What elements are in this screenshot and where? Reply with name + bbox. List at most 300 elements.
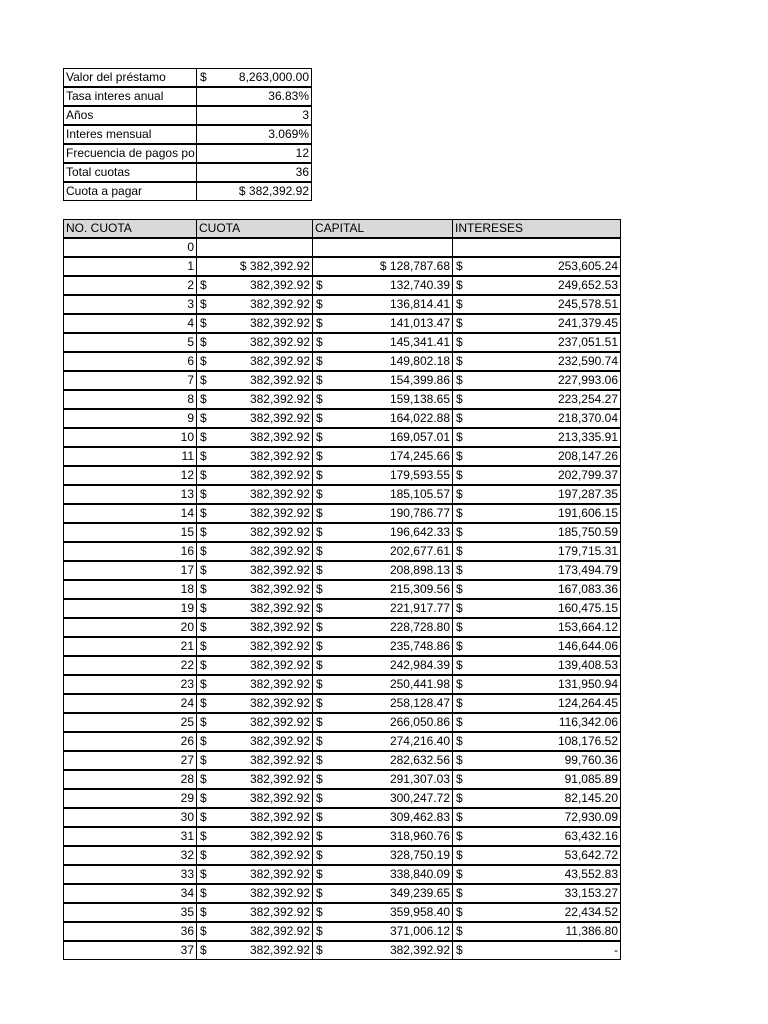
intereses-cell[interactable] xyxy=(452,542,621,561)
amount-value: 382,392.92 xyxy=(249,791,310,805)
currency-symbol: $ xyxy=(200,373,207,387)
row-number-cell[interactable]: 23 xyxy=(63,675,197,694)
amount-value: 196,642.33 xyxy=(389,525,450,539)
intereses-cell[interactable] xyxy=(452,447,621,466)
capital-cell[interactable] xyxy=(312,314,453,333)
amount-value: 382,392.92 xyxy=(249,297,310,311)
summary-value: 36.83% xyxy=(268,89,309,103)
currency-symbol: $ xyxy=(456,506,463,520)
summary-value-cell[interactable] xyxy=(196,125,312,144)
capital-cell[interactable] xyxy=(312,371,453,390)
cuota-cell[interactable] xyxy=(196,713,313,732)
amount-value: 382,392.92 xyxy=(249,677,310,691)
intereses-cell[interactable] xyxy=(452,428,621,447)
intereses-cell[interactable] xyxy=(452,827,621,846)
amount-value: 382,392.92 xyxy=(249,468,310,482)
capital-cell[interactable] xyxy=(312,789,453,808)
capital-cell[interactable] xyxy=(312,675,453,694)
row-number-cell[interactable]: 13 xyxy=(63,485,197,504)
capital-cell[interactable] xyxy=(312,409,453,428)
currency-symbol: $ xyxy=(200,544,207,558)
intereses-cell[interactable] xyxy=(452,257,621,276)
row-number-cell[interactable]: 28 xyxy=(63,770,197,789)
currency-symbol: $ xyxy=(456,316,463,330)
capital-cell[interactable] xyxy=(312,276,453,295)
amount-value: 291,307.03 xyxy=(389,772,450,786)
amount-value: 382,392.92 xyxy=(249,430,310,444)
currency-symbol: $ xyxy=(200,886,207,900)
currency-symbol: $ xyxy=(456,620,463,634)
amount-value: 382,392.92 xyxy=(249,354,310,368)
cuota-cell[interactable] xyxy=(196,751,313,770)
row-number-cell[interactable]: 20 xyxy=(63,618,197,637)
intereses-cell[interactable] xyxy=(452,637,621,656)
currency-symbol: $ xyxy=(316,544,323,558)
intereses-cell[interactable] xyxy=(452,846,621,865)
currency-symbol: $ xyxy=(200,411,207,425)
currency-symbol: $ xyxy=(200,278,207,292)
row-number-cell[interactable]: 15 xyxy=(63,523,197,542)
intereses-cell[interactable] xyxy=(452,371,621,390)
row-number-cell[interactable]: 24 xyxy=(63,694,197,713)
currency-symbol: $ xyxy=(456,696,463,710)
row-number-cell[interactable]: 10 xyxy=(63,428,197,447)
row-number-cell[interactable]: 17 xyxy=(63,561,197,580)
capital-cell[interactable] xyxy=(312,808,453,827)
summary-label-cell[interactable]: Interes mensual xyxy=(63,125,197,144)
summary-label-cell[interactable]: Frecuencia de pagos po xyxy=(63,144,197,163)
currency-symbol: $ xyxy=(200,316,207,330)
cuota-cell[interactable] xyxy=(196,447,313,466)
intereses-cell[interactable] xyxy=(452,466,621,485)
currency-symbol: $ xyxy=(316,601,323,615)
intereses-cell[interactable] xyxy=(452,314,621,333)
amount-value: 190,786.77 xyxy=(389,506,450,520)
currency-symbol: $ xyxy=(316,468,323,482)
row-number-cell[interactable]: 21 xyxy=(63,637,197,656)
capital-cell[interactable] xyxy=(312,827,453,846)
currency-symbol: $ xyxy=(316,297,323,311)
amount-value: 173,494.79 xyxy=(557,563,618,577)
amount-value: 382,392.92 xyxy=(249,563,310,577)
intereses-cell[interactable] xyxy=(452,580,621,599)
amount-value: 382,392.92 xyxy=(249,715,310,729)
amount-value: 382,392.92 xyxy=(249,829,310,843)
amount-value: 208,147.26 xyxy=(557,449,618,463)
amount-value: 132,740.39 xyxy=(389,278,450,292)
cuota-cell[interactable] xyxy=(196,884,313,903)
intereses-cell[interactable] xyxy=(452,808,621,827)
amount-value: 382,392.92 xyxy=(249,373,310,387)
cuota-cell[interactable] xyxy=(196,352,313,371)
row-number-cell[interactable]: 36 xyxy=(63,922,197,941)
intereses-cell[interactable] xyxy=(452,523,621,542)
capital-cell[interactable] xyxy=(312,751,453,770)
capital-cell[interactable] xyxy=(312,390,453,409)
intereses-cell[interactable] xyxy=(452,675,621,694)
currency-symbol: $ xyxy=(316,430,323,444)
capital-cell[interactable] xyxy=(312,656,453,675)
currency-symbol: $ xyxy=(316,886,323,900)
amount-value: 146,644.06 xyxy=(557,639,618,653)
currency-symbol: $ xyxy=(456,734,463,748)
currency-symbol: $ xyxy=(200,563,207,577)
amount-value: 382,392.92 xyxy=(249,487,310,501)
intereses-cell[interactable] xyxy=(452,713,621,732)
currency-symbol: $ xyxy=(316,411,323,425)
row-number-cell[interactable]: 33 xyxy=(63,865,197,884)
capital-cell[interactable] xyxy=(312,732,453,751)
intereses-cell[interactable] xyxy=(452,751,621,770)
amount-value: 382,392.92 xyxy=(249,639,310,653)
summary-value-cell[interactable] xyxy=(196,106,312,125)
amount-value: 185,750.59 xyxy=(557,525,618,539)
currency-symbol: $ xyxy=(316,525,323,539)
currency-symbol: $ xyxy=(200,943,207,957)
capital-cell[interactable] xyxy=(312,580,453,599)
capital-cell[interactable] xyxy=(312,599,453,618)
capital-cell[interactable] xyxy=(312,485,453,504)
intereses-cell[interactable] xyxy=(452,789,621,808)
currency-symbol: $ xyxy=(200,791,207,805)
currency-symbol: $ xyxy=(316,696,323,710)
cuota-cell[interactable] xyxy=(196,675,313,694)
amount-value: 382,392.92 xyxy=(249,810,310,824)
currency-symbol: $ xyxy=(200,753,207,767)
capital-cell[interactable] xyxy=(312,922,453,941)
row-number-cell[interactable]: 8 xyxy=(63,390,197,409)
amount-value: 215,309.56 xyxy=(389,582,450,596)
summary-value-cell[interactable] xyxy=(196,182,312,201)
cuota-cell[interactable] xyxy=(196,808,313,827)
amount-value: 149,802.18 xyxy=(389,354,450,368)
amount-value: 43,552.83 xyxy=(564,867,618,881)
amount-value: 382,392.92 xyxy=(249,924,310,938)
currency-symbol: $ xyxy=(456,639,463,653)
capital-cell[interactable] xyxy=(312,257,453,276)
summary-label-cell[interactable]: Tasa interes anual xyxy=(63,87,197,106)
currency-symbol: $ xyxy=(456,297,463,311)
amount-value: 382,392.92 xyxy=(249,316,310,330)
currency-symbol: $ xyxy=(316,335,323,349)
capital-cell[interactable] xyxy=(312,846,453,865)
intereses-cell[interactable] xyxy=(452,656,621,675)
summary-value-cell[interactable] xyxy=(196,144,312,163)
currency-symbol: $ xyxy=(316,715,323,729)
currency-symbol: $ xyxy=(200,772,207,786)
currency-symbol: $ xyxy=(316,943,323,957)
row-number-cell[interactable]: 11 xyxy=(63,447,197,466)
currency-symbol: $ xyxy=(456,924,463,938)
currency-symbol: $ xyxy=(456,867,463,881)
row-number-cell[interactable]: 30 xyxy=(63,808,197,827)
currency-symbol: $ xyxy=(456,354,463,368)
row-number-cell[interactable]: 26 xyxy=(63,732,197,751)
intereses-cell[interactable] xyxy=(452,922,621,941)
currency-symbol: $ xyxy=(200,487,207,501)
cuota-cell[interactable] xyxy=(196,637,313,656)
cuota-cell[interactable] xyxy=(196,865,313,884)
row-number-cell[interactable]: 1 xyxy=(63,257,197,276)
header-capital: CAPITAL xyxy=(312,219,453,238)
cuota-cell[interactable] xyxy=(196,561,313,580)
amount-value: 382,392.92 xyxy=(249,696,310,710)
cuota-cell[interactable] xyxy=(196,599,313,618)
row-number-cell[interactable]: 35 xyxy=(63,903,197,922)
capital-cell[interactable] xyxy=(312,352,453,371)
cuota-cell[interactable] xyxy=(196,846,313,865)
amount-value: 185,105.57 xyxy=(389,487,450,501)
currency-symbol: $ xyxy=(316,373,323,387)
row-number-cell[interactable]: 27 xyxy=(63,751,197,770)
amount-value: 253,605.24 xyxy=(557,259,618,273)
amount-value: - xyxy=(614,943,618,957)
row-number-cell[interactable]: 12 xyxy=(63,466,197,485)
cuota-cell[interactable] xyxy=(196,789,313,808)
currency-symbol: $ xyxy=(456,487,463,501)
cuota-cell[interactable] xyxy=(196,827,313,846)
capital-cell[interactable] xyxy=(312,447,453,466)
row-number-cell[interactable]: 3 xyxy=(63,295,197,314)
capital-cell[interactable] xyxy=(312,941,453,960)
currency-symbol: $ xyxy=(456,449,463,463)
cuota-cell[interactable] xyxy=(196,295,313,314)
row-number-cell[interactable]: 4 xyxy=(63,314,197,333)
capital-cell[interactable] xyxy=(312,333,453,352)
cuota-cell[interactable] xyxy=(196,409,313,428)
amount-value: 382,392.92 xyxy=(249,867,310,881)
amount-value: 382,392.92 xyxy=(249,848,310,862)
amount-value: 22,434.52 xyxy=(564,905,618,919)
currency-symbol: $ xyxy=(456,430,463,444)
amount-value: 167,083.36 xyxy=(557,582,618,596)
intereses-cell[interactable] xyxy=(452,333,621,352)
capital-cell[interactable] xyxy=(312,770,453,789)
currency-symbol: $ xyxy=(456,829,463,843)
row-number-cell[interactable]: 25 xyxy=(63,713,197,732)
amount-value: 338,840.09 xyxy=(389,867,450,881)
amount-value: 232,590.74 xyxy=(557,354,618,368)
cuota-cell[interactable] xyxy=(196,314,313,333)
amount-value: 136,814.41 xyxy=(389,297,450,311)
currency-symbol: $ xyxy=(456,335,463,349)
currency-symbol: $ xyxy=(200,620,207,634)
summary-value-cell[interactable] xyxy=(196,87,312,106)
intereses-cell[interactable] xyxy=(452,732,621,751)
row-number-cell[interactable]: 2 xyxy=(63,276,197,295)
row-number-cell[interactable]: 14 xyxy=(63,504,197,523)
intereses-cell[interactable] xyxy=(452,276,621,295)
cuota-cell[interactable] xyxy=(196,276,313,295)
intereses-cell[interactable] xyxy=(452,903,621,922)
currency-symbol: $ xyxy=(456,791,463,805)
intereses-cell[interactable] xyxy=(452,390,621,409)
currency-symbol: $ xyxy=(316,658,323,672)
intereses-cell[interactable] xyxy=(452,504,621,523)
capital-cell[interactable] xyxy=(312,713,453,732)
row-number-cell[interactable]: 19 xyxy=(63,599,197,618)
intereses-cell[interactable] xyxy=(452,295,621,314)
amount-value: 266,050.86 xyxy=(389,715,450,729)
intereses-cell[interactable] xyxy=(452,865,621,884)
cuota-cell[interactable] xyxy=(196,390,313,409)
currency-symbol: $ xyxy=(456,905,463,919)
cuota-cell[interactable] xyxy=(196,466,313,485)
amount-value: 382,392.92 xyxy=(249,905,310,919)
cuota-cell[interactable] xyxy=(196,333,313,352)
amount-value: 145,341.41 xyxy=(389,335,450,349)
intereses-cell[interactable] xyxy=(452,599,621,618)
row-number-cell[interactable]: 7 xyxy=(63,371,197,390)
cuota-cell[interactable] xyxy=(196,504,313,523)
capital-cell[interactable] xyxy=(312,504,453,523)
currency-symbol: $ xyxy=(200,715,207,729)
capital-cell[interactable] xyxy=(312,561,453,580)
row-number-cell[interactable]: 5 xyxy=(63,333,197,352)
cuota-cell[interactable] xyxy=(196,371,313,390)
cuota-cell[interactable] xyxy=(196,257,313,276)
row-number-cell[interactable]: 18 xyxy=(63,580,197,599)
capital-cell[interactable] xyxy=(312,903,453,922)
cuota-cell[interactable] xyxy=(196,941,313,960)
row-number-cell[interactable]: 37 xyxy=(63,941,197,960)
amount-value: 208,898.13 xyxy=(389,563,450,577)
row-number-cell[interactable]: 34 xyxy=(63,884,197,903)
row-number-cell[interactable]: 31 xyxy=(63,827,197,846)
cuota-cell[interactable] xyxy=(196,523,313,542)
capital-cell[interactable] xyxy=(312,428,453,447)
cuota-cell[interactable] xyxy=(196,580,313,599)
summary-label-cell[interactable]: Cuota a pagar xyxy=(63,182,197,201)
currency-symbol: $ xyxy=(456,563,463,577)
amount-value: 382,392.92 xyxy=(389,943,450,957)
cuota-cell[interactable] xyxy=(196,694,313,713)
currency-symbol: $ xyxy=(316,848,323,862)
capital-cell[interactable] xyxy=(312,865,453,884)
summary-label-cell[interactable]: Valor del préstamo xyxy=(63,68,197,87)
currency-symbol: $ xyxy=(456,373,463,387)
currency-symbol: $ xyxy=(200,905,207,919)
capital-cell[interactable] xyxy=(312,523,453,542)
capital-cell[interactable] xyxy=(312,618,453,637)
intereses-cell[interactable] xyxy=(452,409,621,428)
currency-symbol: $ xyxy=(456,848,463,862)
amount-value: 72,930.09 xyxy=(564,810,618,824)
capital-cell[interactable] xyxy=(312,542,453,561)
intereses-cell[interactable] xyxy=(452,884,621,903)
amount-value: 382,392.92 xyxy=(249,506,310,520)
amount-value: 258,128.47 xyxy=(389,696,450,710)
capital-cell[interactable] xyxy=(312,466,453,485)
amount-value: 202,677.61 xyxy=(389,544,450,558)
currency-symbol: $ xyxy=(456,582,463,596)
currency-symbol: $ xyxy=(456,677,463,691)
amount-value: 179,593.55 xyxy=(389,468,450,482)
cuota-cell[interactable] xyxy=(196,770,313,789)
currency-symbol: $ xyxy=(456,886,463,900)
capital-cell[interactable] xyxy=(312,637,453,656)
currency-symbol: $ xyxy=(456,943,463,957)
cuota-cell[interactable] xyxy=(196,485,313,504)
amount-value: $ 382,392.92 xyxy=(239,259,310,273)
summary-value: 36 xyxy=(295,165,309,179)
intereses-cell[interactable] xyxy=(452,770,621,789)
amount-value: 382,392.92 xyxy=(249,392,310,406)
summary-label-cell[interactable]: Total cuotas xyxy=(63,163,197,182)
currency-symbol: $ xyxy=(456,411,463,425)
intereses-cell[interactable] xyxy=(452,618,621,637)
cuota-cell[interactable] xyxy=(196,618,313,637)
amount-value: 382,392.92 xyxy=(249,658,310,672)
currency-symbol: $ xyxy=(456,772,463,786)
summary-value-cell[interactable] xyxy=(196,163,312,182)
currency-symbol: $ xyxy=(456,810,463,824)
intereses-cell[interactable] xyxy=(452,352,621,371)
cuota-cell[interactable] xyxy=(196,656,313,675)
intereses-cell[interactable] xyxy=(452,694,621,713)
row-number-cell[interactable]: 6 xyxy=(63,352,197,371)
row-number-cell[interactable]: 22 xyxy=(63,656,197,675)
cuota-cell[interactable] xyxy=(196,922,313,941)
summary-label-cell[interactable]: Años xyxy=(63,106,197,125)
amount-value: 318,960.76 xyxy=(389,829,450,843)
row-number-cell[interactable]: 32 xyxy=(63,846,197,865)
amount-value: 116,342.06 xyxy=(558,715,618,729)
header-intereses: INTERESES xyxy=(452,219,621,238)
intereses-cell[interactable] xyxy=(452,485,621,504)
amount-value: 202,799.37 xyxy=(557,468,618,482)
amount-value: 382,392.92 xyxy=(249,620,310,634)
row-number-cell[interactable]: 0 xyxy=(63,238,197,257)
intereses-cell[interactable] xyxy=(452,238,621,257)
amount-value: 349,239.65 xyxy=(389,886,450,900)
cuota-cell[interactable] xyxy=(196,542,313,561)
capital-cell[interactable] xyxy=(312,694,453,713)
amount-value: 382,392.92 xyxy=(249,544,310,558)
intereses-cell[interactable] xyxy=(452,561,621,580)
intereses-cell[interactable] xyxy=(452,941,621,960)
summary-value: $ 382,392.92 xyxy=(238,184,309,198)
cuota-cell[interactable] xyxy=(196,428,313,447)
row-number-cell[interactable]: 9 xyxy=(63,409,197,428)
summary-value-cell[interactable] xyxy=(196,68,312,87)
cuota-cell[interactable] xyxy=(196,238,313,257)
amount-value: 382,392.92 xyxy=(249,525,310,539)
amount-value: 91,085.89 xyxy=(564,772,618,786)
currency-symbol: $ xyxy=(316,791,323,805)
capital-cell[interactable] xyxy=(312,884,453,903)
capital-cell[interactable] xyxy=(312,295,453,314)
currency-symbol: $ xyxy=(200,924,207,938)
currency-symbol: $ xyxy=(200,867,207,881)
amount-value: 382,392.92 xyxy=(249,449,310,463)
amount-value: 382,392.92 xyxy=(249,601,310,615)
amount-value: 235,748.86 xyxy=(389,639,450,653)
amount-value: 245,578.51 xyxy=(557,297,618,311)
currency-symbol: $ xyxy=(316,772,323,786)
currency-symbol: $ xyxy=(316,392,323,406)
cuota-cell[interactable] xyxy=(196,732,313,751)
amount-value: 124,264.45 xyxy=(557,696,618,710)
amount-value: 141,013.47 xyxy=(389,316,450,330)
row-number-cell[interactable]: 16 xyxy=(63,542,197,561)
summary-value: 12 xyxy=(295,146,309,160)
capital-cell[interactable] xyxy=(312,238,453,257)
amount-value: 382,392.92 xyxy=(249,582,310,596)
currency-symbol: $ xyxy=(316,753,323,767)
row-number-cell[interactable]: 29 xyxy=(63,789,197,808)
cuota-cell[interactable] xyxy=(196,903,313,922)
